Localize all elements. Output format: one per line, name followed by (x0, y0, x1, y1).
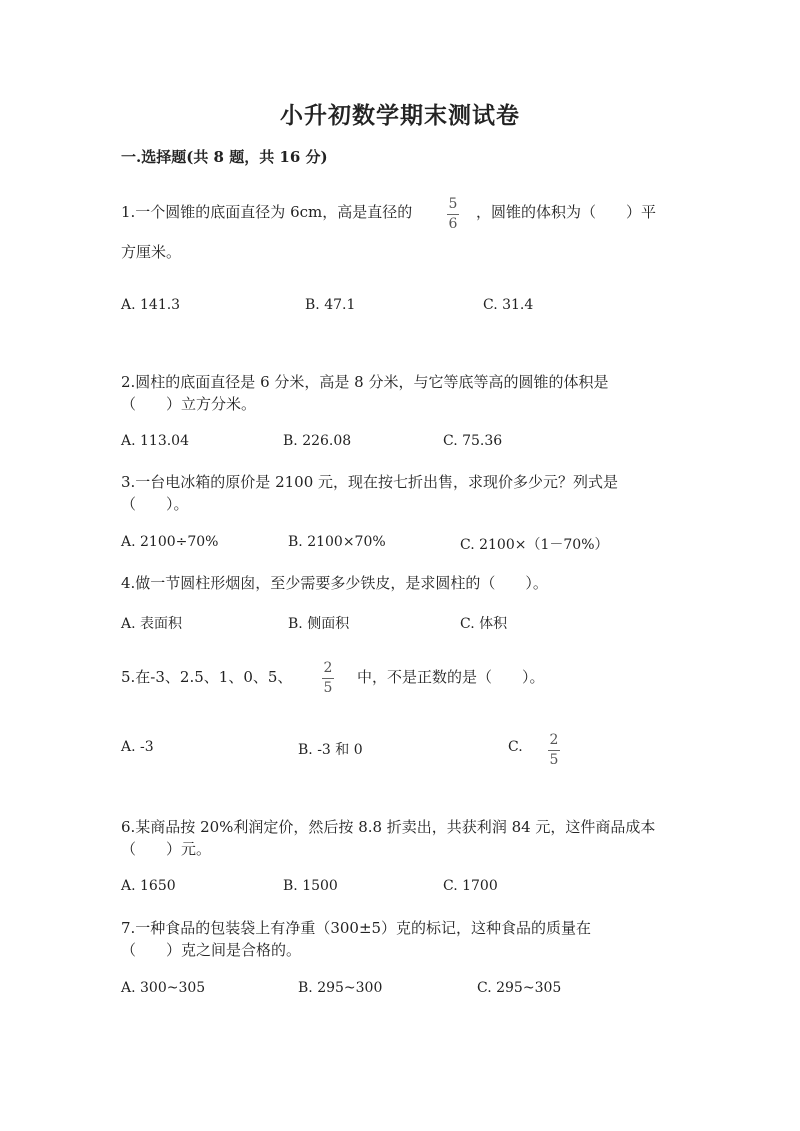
question-1-fraction (447, 197, 459, 232)
question-6-text: 6.某商品按 20%利润定价，然后按 8.8 折卖出，共获利润 84 元，这件商品成本 (121, 818, 656, 836)
option-a: A. 表面积 (121, 616, 183, 632)
option-a: A. 1650 (121, 878, 176, 894)
option-c: C. (508, 739, 523, 755)
option-a: A. 141.3 (121, 297, 181, 313)
fraction-denominator: 5 (549, 752, 559, 768)
fraction-bar (322, 678, 334, 679)
question-6-text-line2: （ ）元。 (121, 840, 212, 858)
section-heading: 一.选择题(共 8 题，共 16 分) (121, 148, 328, 166)
option-a: A. 300~305 (121, 980, 206, 996)
option-a: A. 113.04 (121, 433, 189, 449)
option-c: C. 1700 (443, 878, 498, 894)
option-b: B. -3 和 0 (298, 742, 363, 758)
question-3-text-line2: （ ）。 (121, 495, 189, 513)
option-c: C. 295~305 (477, 980, 562, 996)
option-b: B. 226.08 (283, 433, 352, 449)
question-4-text: 4.做一节圆柱形烟囱，至少需要多少铁皮，是求圆柱的（ ）。 (121, 574, 548, 592)
question-1-text-b: ，圆锥的体积为（ ）平 (476, 203, 657, 221)
question-2-text: 2.圆柱的底面直径是 6 分米，高是 8 分米，与它等底等高的圆锥的体积是 (121, 373, 609, 391)
question-5-fraction (322, 661, 334, 696)
fraction-denominator: 6 (448, 216, 458, 232)
fraction-bar (447, 214, 459, 215)
fraction-numerator: 5 (448, 196, 458, 212)
option-c: C. 31.4 (483, 297, 534, 313)
question-2-text-line2: （ ）立方分米。 (121, 395, 257, 413)
option-b: B. 295~300 (298, 980, 383, 996)
question-1-text-a: 1.一个圆锥的底面直径为 6cm，高是直径的 (121, 203, 413, 221)
option-a: A. 2100÷70% (121, 534, 219, 550)
fraction-bar (548, 750, 560, 751)
question-1-text-line2: 方厘米。 (121, 243, 182, 261)
option-b: B. 47.1 (305, 297, 356, 313)
question-7-text-line2: （ ）克之间是合格的。 (121, 941, 302, 959)
option-c-fraction (548, 733, 560, 768)
question-7-text: 7.一种食品的包装袋上有净重（300±5）克的标记，这种食品的质量在 (121, 919, 592, 937)
question-3-text: 3.一台电冰箱的原价是 2100 元，现在按七折出售，求现价多少元？列式是 (121, 473, 619, 491)
option-c: C. 75.36 (443, 433, 503, 449)
option-c: C. 体积 (460, 616, 508, 632)
option-b: B. 侧面积 (288, 616, 350, 632)
page-title: 小升初数学期末测试卷 (280, 102, 520, 129)
option-a: A. -3 (121, 739, 154, 755)
option-c: C. 2100×（1－70%） (460, 537, 609, 553)
question-5-text-b: 中，不是正数的是（ ）。 (357, 668, 545, 686)
option-b: B. 1500 (283, 878, 338, 894)
fraction-numerator: 2 (549, 732, 559, 748)
fraction-numerator: 2 (323, 660, 333, 676)
fraction-denominator: 5 (323, 680, 333, 696)
option-b: B. 2100×70% (288, 534, 386, 550)
question-5-text-a: 5.在-3、2.5、1、0、5、 (121, 668, 293, 686)
